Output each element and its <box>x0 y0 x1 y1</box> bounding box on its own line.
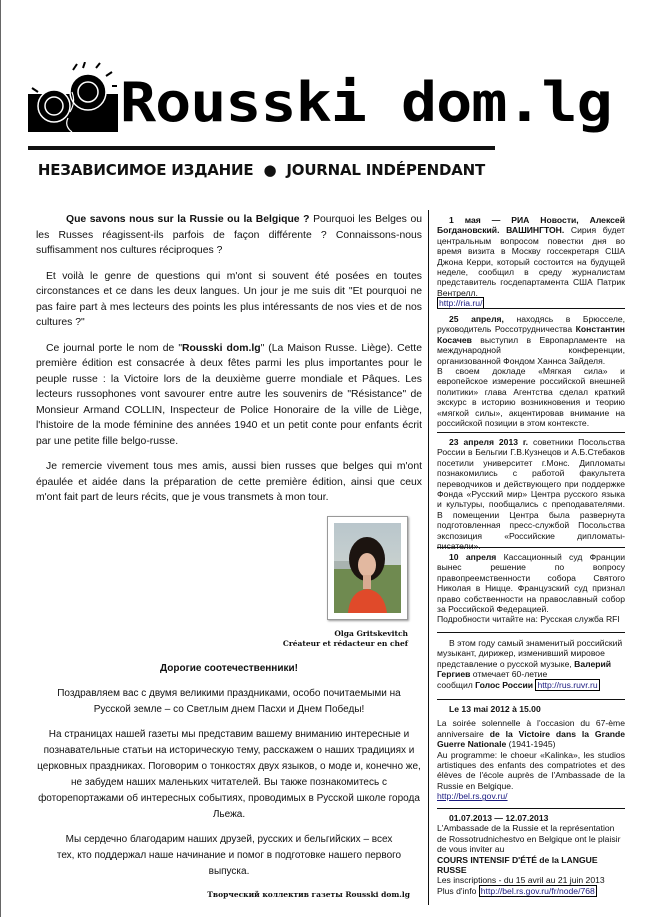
author-name: Olga Gritskevitch <box>334 628 408 638</box>
editorial-paragraph: Je remercie vivement tous mes amis, aussi bien russes que belges qui m'ont épaulée et aidée dans la préparation de cette première édition, ainsi que ceux m'ont fait part de leurs récits, que je vous transmets à mon tour. <box>36 461 422 503</box>
news-separator <box>437 699 625 700</box>
news-item: 23 апреля 2013 г. советники Посольства России в Бельгии Г.В.Кузнецов и А.Б.Стебаков посетили университет г.Монс. Дипломаты познакомились с работой факультета переводчиков и действующего при поддержке Фонда «Русский мир» Центра русского языка и культуры, пообщались с преподавателями. В помещении Центра была развернута подготовленная пресс-службой Посольства экспозиция «Российские дипломаты- <box>437 437 625 541</box>
masthead-title: Rousski dom.lg <box>120 71 612 135</box>
author-photo <box>327 516 408 620</box>
news-separator <box>437 432 625 433</box>
news-link[interactable]: http://ria.ru/ <box>439 298 483 309</box>
editorial-paragraph: Et voilà le genre de questions qui m'ont si souvent été posées en toutes circonstances et ce dans les deux langues. Un jour je me suis dit "Et pourquoi ne pas faire part à mes lecteurs des points les plus intéressants de nos vies et de nos cultures ?" <box>36 270 422 328</box>
editorial-paragraph: Ce journal porte le nom de "Rousski dom.lg" (La Maison Russe. Liège). Cette première édition est consacrée à deux fêtes parmi les plus importantes pour le peuple russe : la Victoire lors de la deuxième guerre mondiale et Pâques. Les lecteurs russophones vont savourer entre autre les souvenirs de "Résistance" de Monsieur Armand COLLIN, Inspecteur de Police Honoraire de la ville de Liège, l'histoire de la mode féminine des années 1940 et un petit conte pour enfants écrit par une petite fille belgo-russe. <box>36 342 422 447</box>
news-item: 25 апреля, находясь в Брюсселе, руководитель Россотрудничества Константин Косачев выступил в Европарламенте на международной конференции, организованной Фондом Ханнса Зайделя. В своем докладе «Мягкая сила» и европейское измерение российской внешней политики» глава Агентства сделал краткий экскурс в историю возникновения и теорию «мягкой силы», акцентировав внимание на российской позиции в этом контексте. <box>437 314 625 429</box>
russian-paragraph: На страницах нашей газеты мы представим вашему вниманию интересные и познавательные статьи на историческую тему, расскажем о наших традициях и церковных праздниках. Поговорим о тонкостях двух языков, о моде и, конечно же, не забудем наших маленьких читателей. Вы также познакомитесь с фоторепортажами об интересных событиях, проводимых в Русской школе города Льежа. <box>37 728 421 820</box>
editorial-french <box>36 212 422 506</box>
news-item: 1 мая — РИА Новости, Алексей Богдановский. ВАШИНГТОН. Сирия будет центральным вопросом повестки дня во время визита в Москву госсекретаря США Джона Керри, который состоится на будущей неделе, сообщил в среду журналистам представитель госдепартамента США Патрик Вентрелл. http://ria.ru/ <box>437 215 625 309</box>
news-heading: 01.07.2013 — 12.07.2013 <box>449 813 549 823</box>
news-item: 01.07.2013 — 12.07.2013 L'Ambassade de la Russie et la représentation de Rossotrudnichestvo en Belgique ont le plaisir de vous inviter au COURS INTENSIF D'ÉTÉ de la LANGUE RUSSE Les inscriptions - du 15 avril au 21 juin 2013 Plus d'info http://bel.rs.gov.ru/fr/node/768 <box>437 813 625 896</box>
masthead-subtitle <box>28 161 495 179</box>
bullet-icon: ● <box>263 161 277 179</box>
editorial-paragraph: Que savons nous sur la Russie ou la Belgique ? Pourquoi les Belges ou les Russes réagissent-ils parfois de façon différente ? Connaissons-nous suffisamment nos cultures réciproques ? <box>36 214 422 256</box>
left-column <box>36 212 422 899</box>
news-heading: Le 13 mai 2012 à 15.00 <box>449 704 541 714</box>
news-item: В этом году самый знаменитый российский музыкант, дирижер, изменивший мировое представление о русской музыке, Валерий Гергиев отмечает 60-летие сообщил Голос России http://rus.ruvr.ru <box>437 638 623 690</box>
news-separator <box>437 547 625 548</box>
page-edge <box>0 0 1 917</box>
news-link[interactable]: http://rus.ruvr.ru <box>537 679 598 690</box>
subtitle-fr: JOURNAL INDÉPENDANT <box>286 161 486 179</box>
news-item: 10 апреля Кассационный суд Франции вынес решение по вопросу правопреемственности собора Святого Николая в Ницце. Французский суд признал право собственности на православный собор за Российской Федерацией. Подробности читайте на: Русская служба RFI <box>437 552 625 625</box>
column-divider <box>428 210 429 905</box>
author-photo-wrap <box>36 516 422 625</box>
news-item: Le 13 mai 2012 à 15.00 La soirée solennelle à l'occasion du 67-ème anniversaire de la Victoire dans la Grande Guerre Nationale (1941-1945) Au programme: le choeur «Kalinka», les studios artistiques des enfants des compatriotes et des élèves de l'école auprès de l'Ambassade de la Russie en Belgique. http://bel.rs.gov.ru/ <box>437 704 626 802</box>
news-link[interactable]: http://bel.rs.gov.ru/fr/node/768 <box>480 885 595 896</box>
russian-greeting: Дорогие соотечественники! <box>160 662 298 674</box>
subtitle-ru: НЕЗАВИСИМОЕ ИЗДАНИЕ <box>37 161 254 179</box>
author-role: Créateur et rédacteur en chef <box>282 638 408 648</box>
russian-paragraph: Мы сердечно благодарим наших друзей, русских и бельгийских – всех тех, кто поддержал наше начинание и помог в подготовке нашего первого выпуска. <box>56 833 402 877</box>
russian-paragraph: Поздравляем вас с двумя великими праздниками, особо почитаемыми на Русской земле – со Светлым днем Пасхи и Днем Победы! <box>57 687 401 715</box>
news-separator <box>437 808 625 809</box>
news-separator <box>437 632 625 633</box>
signature: Творческий коллектив газеты Rousski dom.lg <box>207 889 410 899</box>
masthead-rule <box>28 146 495 150</box>
news-separator <box>437 308 625 309</box>
news-link[interactable]: http://bel.rs.gov.ru/ <box>437 791 508 802</box>
logo-emblem <box>28 62 118 134</box>
